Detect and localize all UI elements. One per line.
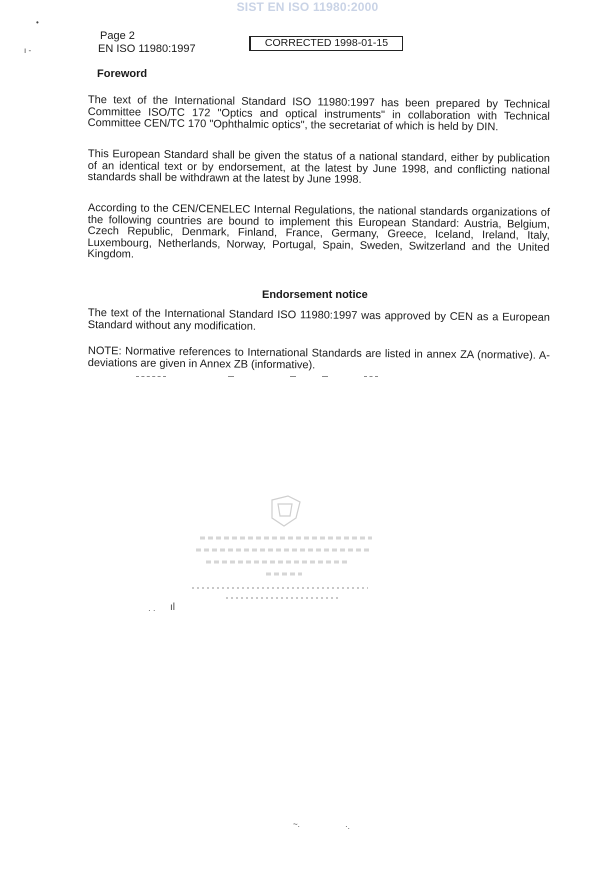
scan-speck: ıl <box>170 602 175 613</box>
watermark: SIST EN ISO 11980:2000 <box>236 0 379 14</box>
note-paragraph: NOTE: Normative references to International Standards are listed in annex ZA (normative). A-deviations are given in Annex ZB (informative). <box>87 345 550 371</box>
faded-institution-seal <box>190 494 380 614</box>
scan-speck: • <box>36 18 39 27</box>
foreword-paragraph: This European Standard shall be given the status of a national standard, either by publication of an identical text or by endorsement, at the latest by June 1998, and conflicting national standards shall be withdrawn at the latest by June 1998. <box>87 148 550 186</box>
scan-speck: · · <box>148 606 156 615</box>
page-number: Page 2 <box>100 30 135 42</box>
corrected-stamp: CORRECTED 1998-01-15 <box>249 36 403 51</box>
foreword-heading: Foreword <box>97 68 148 80</box>
scan-dash <box>290 376 296 378</box>
scan-dash <box>322 376 328 378</box>
endorsement-paragraph: The text of the International Standard ISO 11980:1997 was approved by CEN as a European Standard without any modification. <box>87 307 550 333</box>
standard-reference: EN ISO 11980:1997 <box>98 43 196 55</box>
scan-dash <box>136 376 166 378</box>
scan-speck: ı - <box>24 46 32 55</box>
scan-speck: ~. <box>293 820 300 829</box>
endorsement-heading: Endorsement notice <box>262 289 368 301</box>
scan-dash <box>364 376 378 378</box>
foreword-paragraph: The text of the International Standard ISO 11980:1997 has been prepared by Technical Committee ISO/TC 172 "Optics and optical instruments" in collaboration with Technical Committee CEN/TC 170 "Ophthalmic optics", the secretariat of which is held by DIN. <box>87 94 550 134</box>
scan-dash <box>228 376 234 378</box>
foreword-paragraph: According to the CEN/CENELEC Internal Regulations, the national standards organizations of the following countries are bound to implement this European Standard: Austria, Belgium, Czech Republic, Denmark, Finland, France, Germany, Greece, Iceland, Ireland, Italy, Luxembourg, Netherlands, Norway, Portugal, Spain, Sweden, Switzerland and the United Kingdom. <box>87 202 550 261</box>
scan-speck: ·. <box>345 822 350 831</box>
